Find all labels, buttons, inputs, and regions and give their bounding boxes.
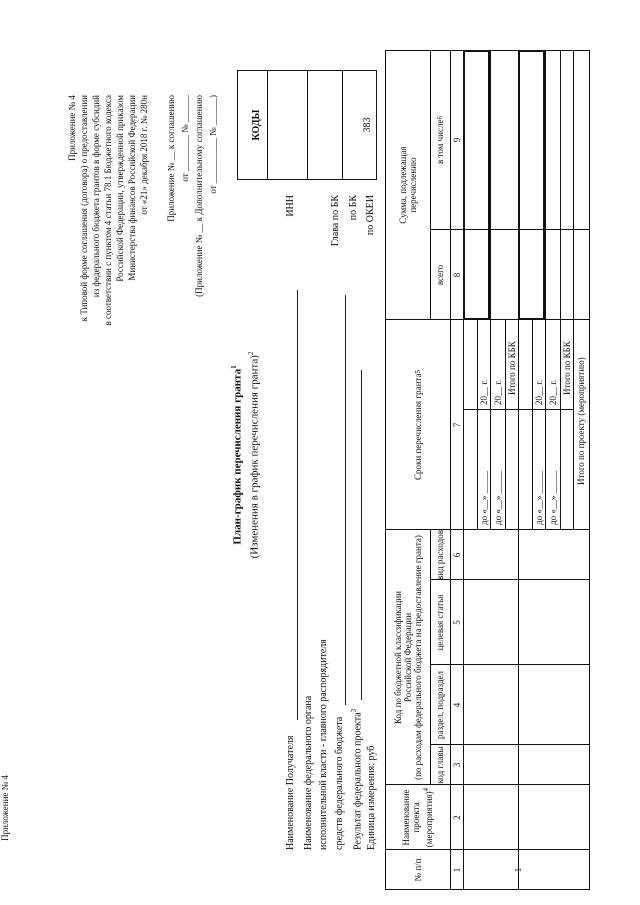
field-underline [361,370,362,700]
itogo-kbk: Итого по КБК [507,341,517,395]
field-label: Результат федерального проекта$^3$ [350,708,364,850]
col-number: 5 [451,620,462,625]
col-number: 1 [451,867,462,873]
col-number: 2 [451,815,462,820]
field-label: Наименование федерального органа [303,695,314,850]
attachment-line: от __________ № ______) [208,95,218,194]
col-number: 4 [451,702,462,708]
header-kbk-col: код главы [435,746,445,784]
appendix-line: в соответствии с пунктом 4 статьи 78.1 Бюджетного кодекса [103,95,113,326]
codes-divider [267,70,268,180]
code-label: по ОКЕИ [365,195,376,236]
col-number: 9 [451,137,462,143]
table-hline [560,50,561,530]
header-kbk: Код по бюджетной классификации Российской Федерации (по расходам федерального бюджета на предоставление гранта) [392,535,423,780]
date-left: до «__» _____ [548,470,558,525]
col-number: 6 [451,552,462,558]
table-hline [545,50,546,530]
header-num: № п/п [412,858,423,882]
appendix-line: Министерства финансов Российской Федерации [127,95,137,281]
appendix-line: Приложение № 4 [0,775,10,841]
date-left: до «__» _____ [534,470,544,525]
date-right: 20__ г. [548,379,558,405]
date-right: 20__ г. [479,379,489,405]
date-right: 20__ г. [493,379,503,405]
appendix-line: Российской Федерации, утвержденной приказом [115,95,125,282]
field-underline [297,290,298,720]
col-number: 8 [451,272,462,278]
page-title: План-график перечисления гранта$^1$ [230,365,244,545]
table-hline [573,50,574,530]
field-label: исполнительной власти - главного распорядителя [318,639,329,850]
code-label: по БК [348,195,359,221]
page-subtitle: (Изменения в график перечисления гранта)$^2$ [247,351,261,559]
codes-header: КОДЫ [251,109,262,141]
code-label: Глава по БК [330,195,341,247]
appendix-line: Приложение № 4 [67,95,77,161]
field-label: средств федерального бюджета [334,716,345,850]
itogo-project: Итого по проекту (мероприятию) [576,357,586,485]
header-terms: Сроки перечисления гранта 5 [412,370,423,480]
field-label: Единица измерения: руб [366,745,377,850]
attachment-line: (Приложение № __ к Дополнительному соглашению [194,95,204,297]
col-number: 7 [451,422,462,428]
attachment-line: Приложение № __ к соглашению [166,95,176,222]
field-label: Наименование Получателя [285,735,296,850]
header-kbk-col: целевая статья [435,594,445,651]
date-left: до «__» _____ [479,470,489,525]
table-hline [532,320,533,530]
appendix-line: к Типовой форме соглашения (договора) о предоставлении [79,95,89,322]
header-kbk-col: раздел, подраздел [435,670,445,740]
sum-highlight [463,50,490,320]
itogo-kbk: Итого по КБК [562,341,572,395]
date-left: до «__» _____ [493,470,503,525]
attachment-line: от ________ № ______ [180,95,190,182]
codes-divider [307,70,308,180]
date-right: 20__ г. [534,379,544,405]
sum-highlight [518,50,545,320]
table-hline [505,320,506,530]
table-hline [477,320,478,530]
code-label: ИНН [285,195,296,217]
row-number: 1 [513,867,523,873]
appendix-line: из федерального бюджета грантов в форме субсидий [91,95,101,298]
header-sum-col: в том числе 6 [435,116,445,164]
okei-code: 383 [362,117,373,133]
header-name: Наименование проекта (мероприятия)$^4$ [401,787,434,848]
field-underline [345,295,346,705]
header-kbk-col: вид расходов [435,530,445,580]
table-hline [490,50,491,530]
header-sum: Сумма, подлежащая перечислению [397,146,418,224]
col-number: 3 [451,762,462,768]
header-sum-col: всего [435,264,445,286]
codes-divider [342,70,343,180]
appendix-line: от «21» декабря 2018 г. № 280н [139,95,149,215]
